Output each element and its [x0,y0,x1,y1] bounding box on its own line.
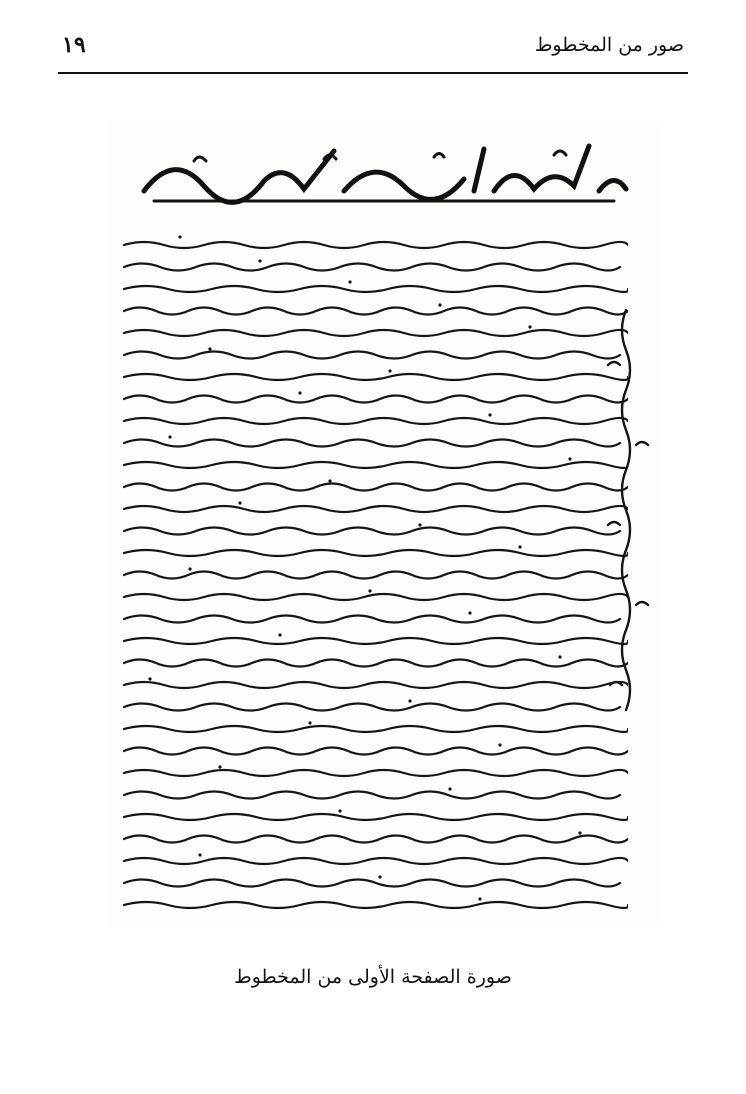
page-number: ١٩ [62,32,86,58]
figure-caption: صورة الصفحة الأولى من المخطوط [234,966,512,988]
manuscript-title-calligraphy [134,131,634,211]
running-title: صور من المخطوط [534,34,684,56]
manuscript-margin-note [596,305,656,735]
page-header [58,28,688,74]
manuscript-image [108,125,662,925]
manuscript-handwritten-text [120,235,628,915]
